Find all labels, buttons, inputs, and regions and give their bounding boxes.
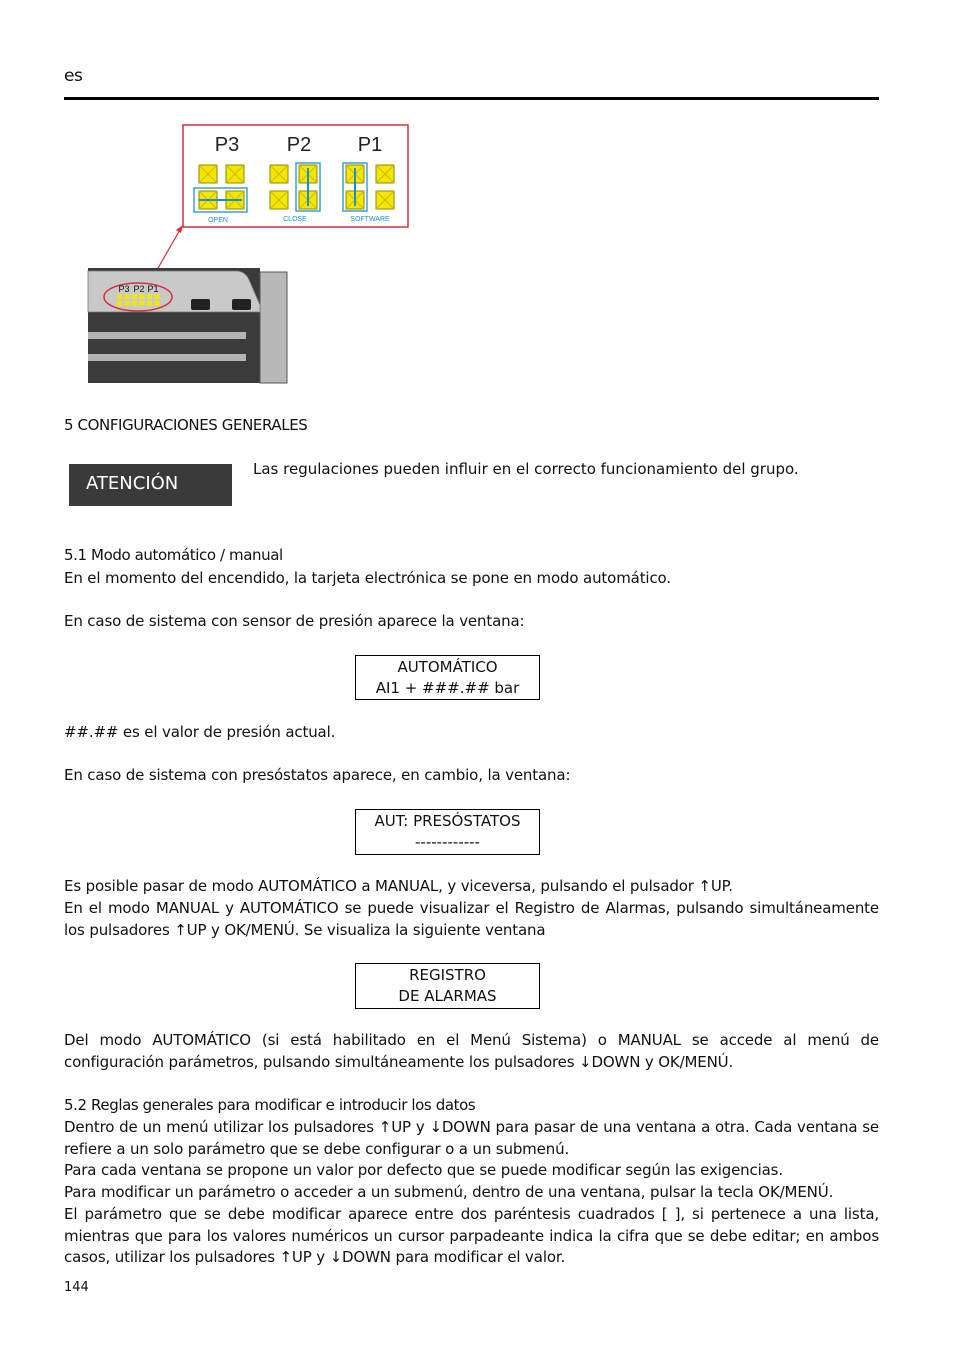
lcd-window-pressostats	[355, 809, 540, 855]
lcd-line: REGISTRO	[409, 966, 486, 984]
lcd-line: DE ALARMAS	[398, 987, 497, 1005]
board-pin	[125, 294, 130, 299]
language-code: es	[64, 66, 83, 86]
board-pin	[132, 301, 137, 306]
caption-software: SOFTWARE	[350, 216, 390, 223]
jumper-diagram	[86, 122, 416, 388]
lcd-line: AUTOMÁTICO	[397, 658, 498, 676]
lcd-line: ------------	[415, 833, 480, 851]
warning-text: Las regulaciones pueden influir en el correcto funcionamiento del grupo.	[253, 460, 799, 478]
board-pin	[132, 294, 137, 299]
lcd-window-alarm-log	[355, 963, 540, 1009]
leader-arrowhead	[176, 225, 183, 233]
caption-close: CLOSE	[283, 216, 307, 223]
panel-label-p3: P3	[214, 134, 240, 156]
board-pin	[117, 301, 122, 306]
subsection-title-5-1: 5.1 Modo automático / manual	[64, 546, 283, 564]
board-pin	[117, 294, 122, 299]
board-label-p2: P2	[133, 284, 145, 294]
paragraph: Del modo AUTOMÁTICO (si está habilitado en el Menú Sistema) o MANUAL se accede al menú de configuración parámetros, pulsando simultáneamente los pulsadores ↓DOWN y OK/MENÚ.	[64, 1031, 879, 1071]
paragraph: Para modificar un parámetro o acceder a un submenú, dentro de una ventana, pulsar la tecla OK/MENÚ.	[64, 1183, 834, 1201]
paragraph: En caso de sistema con sensor de presión aparece la ventana:	[64, 612, 525, 630]
paragraph: El parámetro que se debe modificar aparece entre dos paréntesis cuadrados [ ], si pertenece a una lista, mientras que para los valores numéricos un cursor parpadeante indica la cifra que se debe editar; en ambos casos, utilizar los pulsadores ↑UP y ↓DOWN para modificar el valor.	[64, 1205, 879, 1266]
board-pin	[140, 301, 145, 306]
warning-badge: ATENCIÓN	[69, 464, 232, 506]
paragraph: Es posible pasar de modo AUTOMÁTICO a MANUAL, y viceversa, pulsando el pulsador ↑UP.	[64, 877, 733, 895]
board-pin	[125, 301, 130, 306]
paragraph: En el modo MANUAL y AUTOMÁTICO se puede visualizar el Registro de Alarmas, pulsando simultáneamente los pulsadores ↑UP y OK/MENÚ. Se visualiza la siguiente ventana	[64, 899, 879, 939]
lcd-window-automatic	[355, 655, 540, 700]
section-title: 5 CONFIGURACIONES GENERALES	[64, 416, 308, 434]
panel-label-p1: P1	[357, 134, 383, 156]
board-pin	[147, 301, 152, 306]
lcd-line: AI1 + ###.## bar	[375, 679, 520, 697]
panel-label-p2: P2	[286, 134, 312, 156]
paragraph: Para cada ventana se propone un valor por defecto que se puede modificar según las exigencias.	[64, 1161, 783, 1179]
page-number: 144	[64, 1280, 89, 1295]
board-label-p1: P1	[147, 284, 159, 294]
paragraph: En caso de sistema con presóstatos aparece, en cambio, la ventana:	[64, 766, 571, 784]
paragraph: ##.## es el valor de presión actual.	[64, 723, 336, 741]
subsection-title-5-2: 5.2 Reglas generales para modificar e introducir los datos	[64, 1096, 476, 1114]
header-rule	[64, 97, 879, 100]
board-pin	[155, 294, 160, 299]
paragraph: Dentro de un menú utilizar los pulsadores ↑UP y ↓DOWN para pasar de una ventana a otra. Cada ventana se refiere a un solo parámetro que se debe configurar o a un submenú.	[64, 1118, 879, 1158]
board-pin	[155, 301, 160, 306]
board-pin	[140, 294, 145, 299]
paragraph: En el momento del encendido, la tarjeta electrónica se pone en modo automático.	[64, 569, 671, 587]
board-end-cap	[260, 272, 287, 383]
board-label-p3: P3	[118, 284, 130, 294]
lcd-line: AUT: PRESÓSTATOS	[374, 812, 521, 830]
board-pin	[147, 294, 152, 299]
caption-open: OPEN	[208, 217, 228, 224]
